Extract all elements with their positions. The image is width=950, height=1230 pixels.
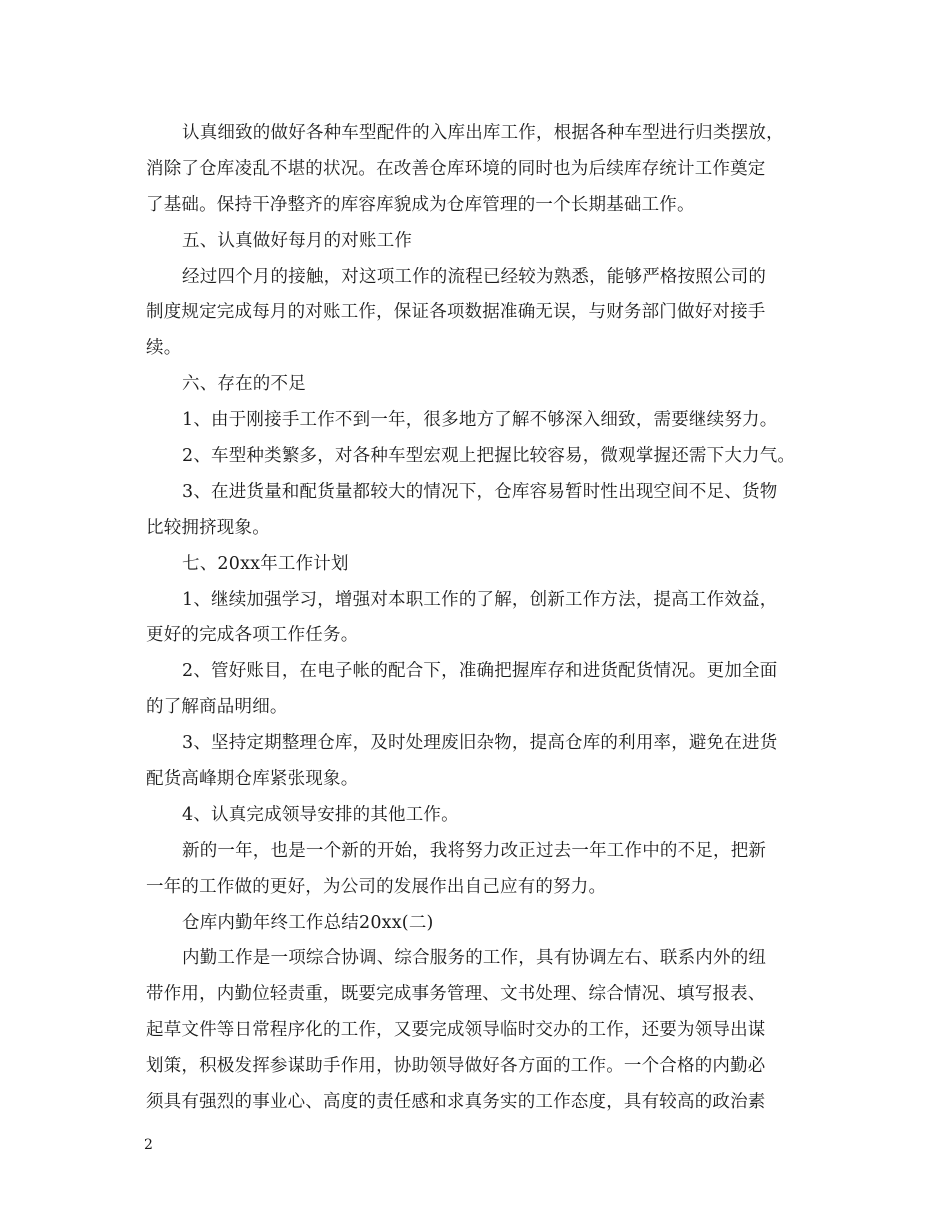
- section-heading: 六、存在的不足: [182, 374, 306, 395]
- text-line: 须具有强烈的事业心、高度的责任感和求真务实的工作态度，具有较高的政治素: [146, 1092, 766, 1113]
- text-line: 更好的完成各项工作任务。: [146, 625, 359, 646]
- text-line: 了基础。保持干净整齐的库容库貌成为仓库管理的一个长期基础工作。: [146, 194, 695, 215]
- text-line: 制度规定完成每月的对账工作，保证各项数据准确无误，与财务部门做好对接手: [146, 302, 766, 323]
- text-line: 划策，积极发挥参谋助手作用，协助领导做好各方面的工作。一个合格的内勤必: [146, 1056, 766, 1077]
- list-item: 2、管好账目，在电子帐的配合下，准确把握库存和进货配货情况。更加全面: [182, 661, 778, 682]
- text-line: 经过四个月的接触，对这项工作的流程已经较为熟悉，能够严格按照公司的: [182, 266, 767, 287]
- page-number: 2: [144, 1137, 153, 1153]
- section-heading: 仓库内勤年终工作总结20xx(二): [182, 912, 434, 933]
- document-body: [146, 116, 826, 1121]
- text-line: 新的一年，也是一个新的开始，我将努力改正过去一年工作中的不足，把新: [182, 840, 767, 861]
- list-item: 2、车型种类繁多，对各种车型宏观上把握比较容易，微观掌握还需下大力气。: [182, 446, 796, 467]
- text-line: 起草文件等日常程序化的工作，又要完成领导临时交办的工作，还要为领导出谋: [146, 1020, 766, 1041]
- text-line: 的了解商品明细。: [146, 697, 288, 718]
- list-item: 1、由于刚接手工作不到一年，很多地方了解不够深入细致，需要继续努力。: [182, 410, 778, 431]
- section-heading: 五、认真做好每月的对账工作: [182, 230, 413, 251]
- list-item: 3、在进货量和配货量都较大的情况下，仓库容易暂时性出现空间不足、货物: [182, 481, 778, 502]
- text-line: 认真细致的做好各种车型配件的入库出库工作，根据各种车型进行归类摆放，: [182, 123, 784, 143]
- text-line: 续。: [146, 338, 182, 359]
- text-line: 一年的工作做的更好，为公司的发展作出自己应有的努力。: [146, 876, 607, 897]
- text-line: 比较拥挤现象。: [146, 517, 270, 538]
- list-item: 1、继续加强学习，增强对本职工作的了解，创新工作方法，提高工作效益，: [182, 589, 778, 610]
- list-item: 4、认真完成领导安排的其他工作。: [182, 804, 459, 825]
- text-line: 带作用，内勤位轻责重，既要完成事务管理、文书处理、综合情况、填写报表、: [146, 984, 766, 1005]
- section-heading: 七、20xx年工作计划: [182, 553, 349, 574]
- text-line: 内勤工作是一项综合协调、综合服务的工作，具有协调左右、联系内外的纽: [182, 948, 767, 969]
- text-line: 配货高峰期仓库紧张现象。: [146, 769, 359, 790]
- text-line: 消除了仓库凌乱不堪的状况。在改善仓库环境的同时也为后续库存统计工作奠定: [146, 158, 766, 179]
- list-item: 3、坚持定期整理仓库，及时处理废旧杂物，提高仓库的利用率，避免在进货: [182, 733, 778, 754]
